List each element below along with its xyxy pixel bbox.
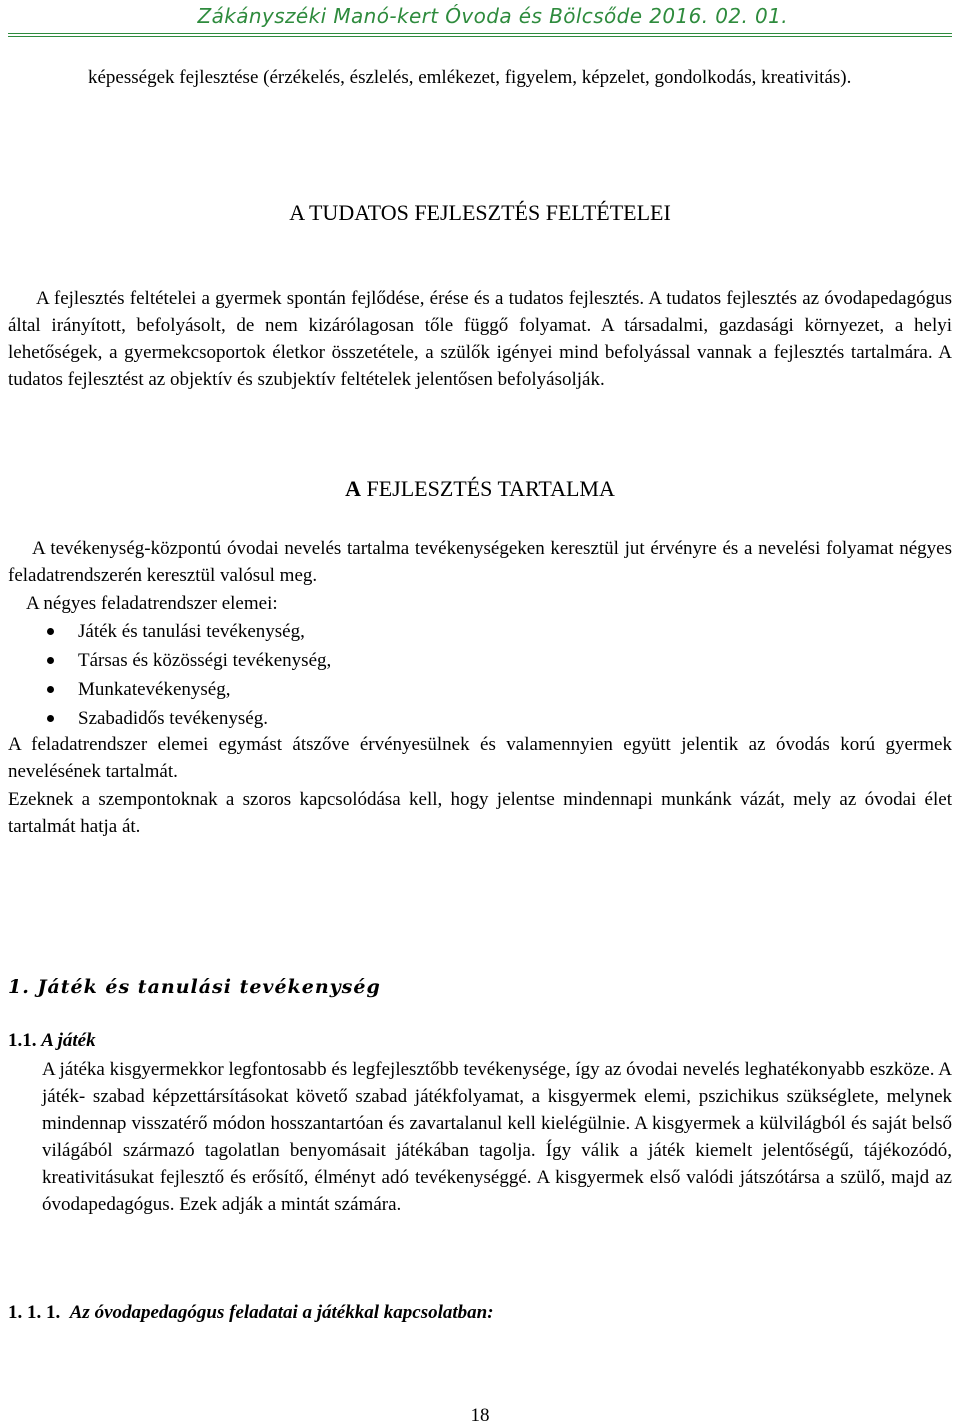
content-paragraph-1: A tevékenység-központú óvodai nevelés tartalma tevékenységeken keresztül jut érvényre és a nevelési folyamat négyes feladatrendszerén keresztül valósul meg. [8, 538, 952, 586]
content-paragraph-2: A feladatrendszer elemei egymást átszőve érvényesülnek és valamennyien együtt jelentik az óvodás korú gyermek nevelésének tartalmát. [8, 734, 952, 782]
header-title: Zákányszéki Manó-kert Óvoda és Bölcsőde 2016. 02. 01. [197, 4, 788, 28]
bullet-icon [47, 628, 54, 635]
content-heading-initial: A [345, 476, 361, 501]
subsection-name: A játék [41, 1030, 96, 1051]
conditions-paragraph: A fejlesztés feltételei a gyermek spontán fejlődése, érése és a tudatos fejlesztés. A tudatos fejlesztés az óvodapedagógus által irányított, befolyásolt, de nem kizárólagosan tőle függő folyamat. A társadalmi, gazdasági környezet, a helyi lehetőségek, a gyermekcsoportok életkor összetétele, a szülők igényei mind befolyással vannak a fejlesztés tartalmára. A tudatos fejlesztést az objektív és szubjektív feltételek jelentősen befolyásolják. [8, 288, 952, 390]
bullet-icon [47, 715, 54, 722]
list-item: Szabadidős tevékenység. [44, 704, 331, 733]
page-header [0, 0, 960, 36]
list-item: Munkatevékenység, [44, 675, 331, 704]
intro-paragraph: képességek fejlesztése (érzékelés, észlelés, emlékezet, figyelem, képzelet, gondolkodás, kreativitás). [88, 67, 852, 88]
list-item: Társas és közösségi tevékenység, [44, 646, 331, 675]
bullet-icon [47, 686, 54, 693]
subsection-number: 1.1. [8, 1030, 37, 1051]
bullet-icon [47, 657, 54, 664]
sub-subsection-name: Az óvodapedagógus feladatai a játékkal kapcsolatban: [69, 1302, 494, 1323]
sub-subsection-title [8, 1302, 494, 1324]
list-intro: A négyes feladatrendszer elemei: [26, 593, 278, 614]
chapter-title: 1. Játék és tanulási tevékenység [8, 976, 381, 998]
content-heading-rest: FEJLESZTÉS TARTALMA [361, 476, 615, 501]
game-paragraph: A játéka kisgyermekkor legfontosabb és legfejlesztőbb tevékenysége, így az óvodai nevelés leghatékonyabb eszköze. A játék- szabad képzettársításokat követő szabad játékfolyamat, a kisgyermek elemi, pszichikus szükséglete, melynek mindennap visszatérő módon hosszantartóan és zavartalanul kell kielégülnie. A kisgyermek a külvilágból és saját belső világából származó tagolatlan benyomásait játékában tagolja. Így válik a játék kiemelt jelentőségű, tájékozódó, kreativitásukat fejlesztő és erősítő, élményt adó tevékenységgé. A kisgyermek első valódi játszótársa a szülő, majd az óvodapedagógus. Ezek adják a mintát számára. [42, 1059, 952, 1215]
task-system-list [44, 617, 331, 733]
content-paragraph-3: Ezeknek a szempontoknak a szoros kapcsolódása kell, hogy jelentse mindennapi munkánk vázát, mely az óvodai élet tartalmát hatja át. [8, 789, 952, 837]
header-divider [8, 33, 952, 37]
subsection-title [8, 1030, 96, 1052]
list-item: Játék és tanulási tevékenység, [44, 617, 331, 646]
page-number: 18 [470, 1405, 490, 1426]
sub-subsection-number: 1. 1. 1. [8, 1302, 61, 1323]
content-heading [0, 476, 960, 502]
conditions-heading: A TUDATOS FEJLESZTÉS FELTÉTELEI [289, 200, 671, 225]
